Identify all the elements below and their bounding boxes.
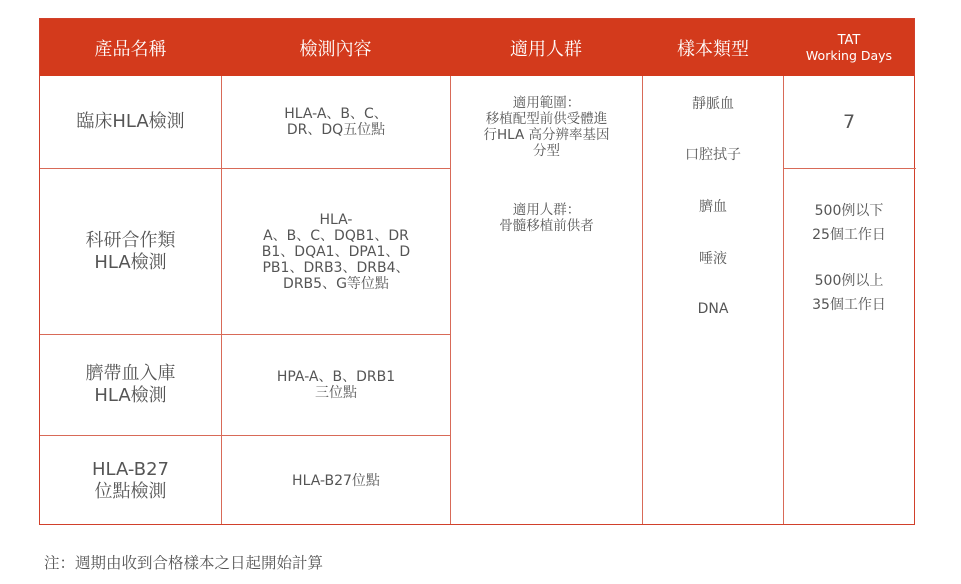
row-product-cordblood: 臍帶血入庫 HLA檢測 xyxy=(85,363,176,406)
applicable-group xyxy=(451,202,642,234)
sample-item: 靜脈血 xyxy=(692,96,734,112)
row-items-b27: HLA-B27位點 xyxy=(292,473,380,489)
tat-research-line: 500例以下 xyxy=(814,203,884,219)
row-items-research: HLA- A、B、C、DQB1、DR B1、DQA1、DPA1、D PB1、DRB3、DRB4、 DRB5、G等位點 xyxy=(261,211,411,292)
header-product: 產品名稱 xyxy=(94,38,167,60)
footnote: 注：週期由收到合格樣本之日起開始計算 xyxy=(44,554,324,572)
tat-research xyxy=(784,199,914,317)
applicable-scope-text: 移植配型前供受體進 行HLA 高分辨率基因 分型 xyxy=(483,111,610,159)
hla-test-table xyxy=(39,18,915,525)
header-sample: 樣本類型 xyxy=(677,38,749,60)
applicable-group-text: 骨髓移植前供者 xyxy=(499,218,594,234)
row-product-research: 科研合作類 HLA檢測 xyxy=(85,229,176,273)
row-items-clinical: HLA-A、B、C、 DR、DQ五位點 xyxy=(284,106,388,138)
row-product-clinical: 臨床HLA檢測 xyxy=(76,111,185,132)
applicable-scope-label: 適用範圍： xyxy=(512,95,581,111)
row-product-b27: HLA-B27 位點檢測 xyxy=(91,459,169,502)
sample-item: DNA xyxy=(697,301,729,317)
applicable-group-label: 適用人群： xyxy=(512,202,581,218)
header-applicable: 適用人群 xyxy=(510,38,582,60)
sample-item: 唾液 xyxy=(699,251,727,267)
applicable-scope xyxy=(451,95,642,159)
tat-research-line: 25個工作日 xyxy=(812,227,886,243)
tat-research-line: 500例以上 xyxy=(814,273,884,289)
row-items-cordblood: HPA-A、B、DRB1 三位點 xyxy=(276,369,396,401)
sample-item: 口腔拭子 xyxy=(685,147,741,163)
header-tat: TAT Working Days xyxy=(805,32,893,63)
sample-item: 臍血 xyxy=(699,199,727,215)
table-header xyxy=(40,19,914,76)
tat-research-line: 35個工作日 xyxy=(812,297,886,313)
header-items: 檢測內容 xyxy=(299,38,372,60)
divider xyxy=(783,168,916,169)
tat-clinical: 7 xyxy=(842,111,856,133)
